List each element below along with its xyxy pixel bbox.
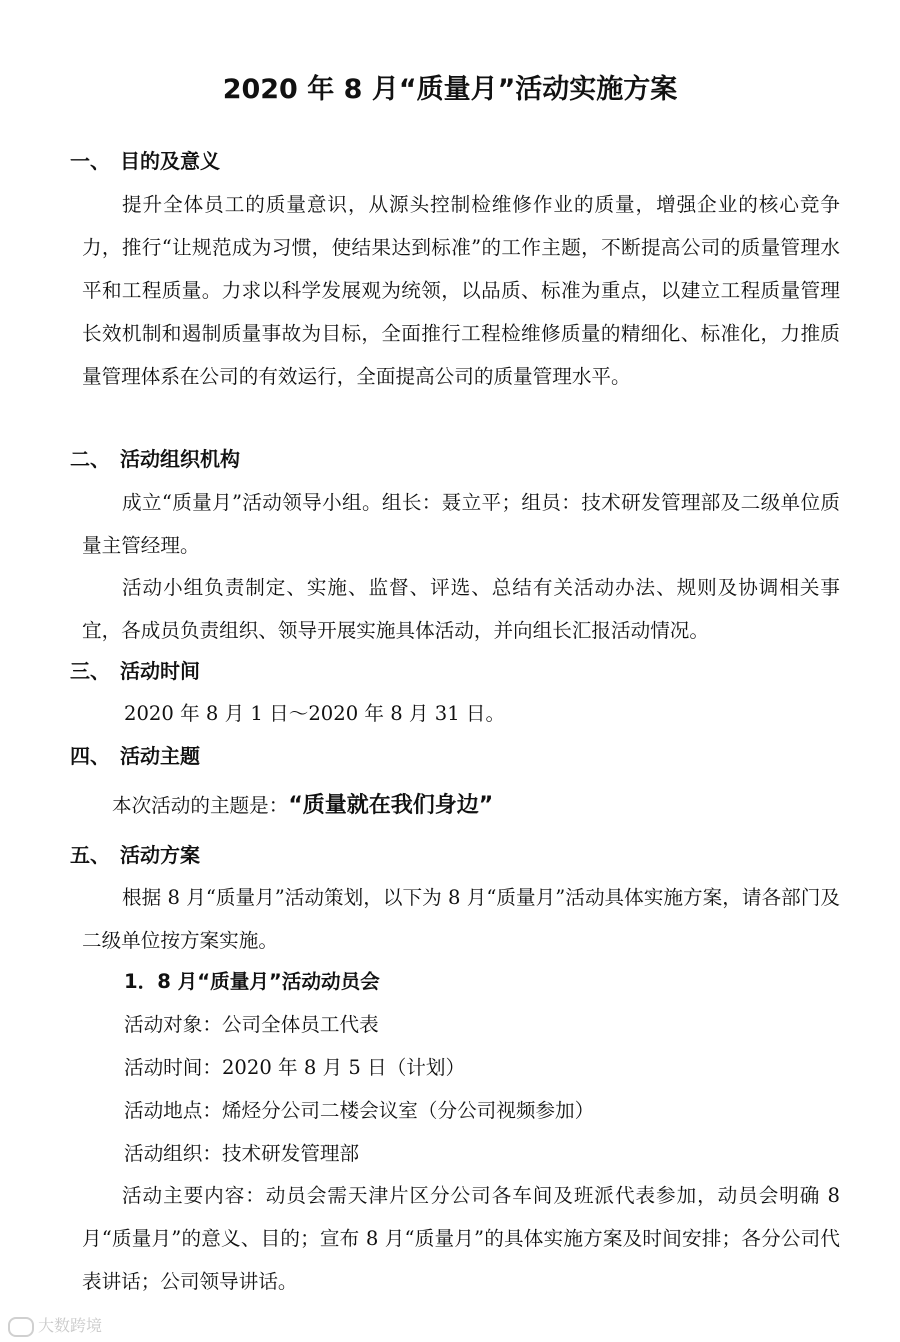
activity-period: 2020 年 8 月 1 日～2020 年 8 月 31 日。 [124, 702, 506, 725]
paragraph-plan-intro: 根据 8 月“质量月”活动策划，以下为 8 月“质量月”活动具体实施方案，请各部门及二级单位按方案实施。 [82, 886, 840, 952]
document-title: 2020 年 8 月“质量月”活动实施方案 [222, 74, 678, 105]
watermark [8, 1313, 102, 1337]
theme-text: “质量就在我们身边” [288, 793, 494, 818]
section-number: 三、 [70, 659, 110, 683]
section-title: 活动主题 [120, 744, 200, 768]
subsection-heading-mobilization: 1．8 月“质量月”活动动员会 [124, 970, 380, 993]
section-heading-organization [70, 444, 240, 474]
section-number: 二、 [70, 447, 110, 471]
section-heading-theme [70, 741, 200, 771]
paragraph-purpose: 提升全体员工的质量意识，从源头控制检维修作业的质量，增强企业的核心竞争力，推行“让规范成为习惯，使结果达到标准”的工作主题，不断提高公司的质量管理水平和工程质量。力求以科学发展观为统领，以品质、标准为重点，以建立工程质量管理长效机制和遏制质量事故为目标，全面推行工程检维修质量的精细化、标准化，力推质量管理体系在公司的有效运行，全面提高公司的质量管理水平。 [82, 193, 840, 388]
detail-audience: 活动对象：公司全体员工代表 [124, 1013, 379, 1036]
detail-location: 活动地点：烯烃分公司二楼会议室（分公司视频参加） [124, 1099, 595, 1122]
section-number: 四、 [70, 744, 110, 768]
theme-prefix: 本次活动的主题是： [112, 794, 289, 817]
section-title: 活动组织机构 [120, 447, 240, 471]
cloud-logo-icon [8, 1317, 34, 1337]
section-title: 活动时间 [120, 659, 200, 683]
section-number: 五、 [70, 843, 110, 867]
section-title: 目的及意义 [120, 149, 220, 173]
watermark-text: 大数跨境 [38, 1316, 103, 1335]
paragraph-main-content: 活动主要内容：动员会需天津片区分公司各车间及班派代表参加，动员会明确 8 月“质量月”的意义、目的；宣布 8 月“质量月”的具体实施方案及时间安排；各分公司代表讲话；公司领导讲话。 [82, 1184, 840, 1293]
section-title: 活动方案 [120, 843, 200, 867]
section-heading-time [70, 656, 200, 686]
detail-time: 活动时间：2020 年 8 月 5 日（计划） [124, 1056, 466, 1079]
section-number: 一、 [70, 149, 110, 173]
paragraph-leadership-group: 成立“质量月”活动领导小组。组长：聂立平；组员：技术研发管理部及二级单位质量主管经理。 [82, 491, 840, 557]
paragraph-group-duties: 活动小组负责制定、实施、监督、评选、总结有关活动办法、规则及协调相关事宜，各成员负责组织、领导开展实施具体活动，并向组长汇报活动情况。 [82, 576, 840, 642]
section-heading-purpose [70, 146, 220, 176]
section-heading-plan [70, 840, 200, 870]
detail-organizer: 活动组织：技术研发管理部 [124, 1142, 360, 1165]
theme-statement [112, 789, 493, 823]
